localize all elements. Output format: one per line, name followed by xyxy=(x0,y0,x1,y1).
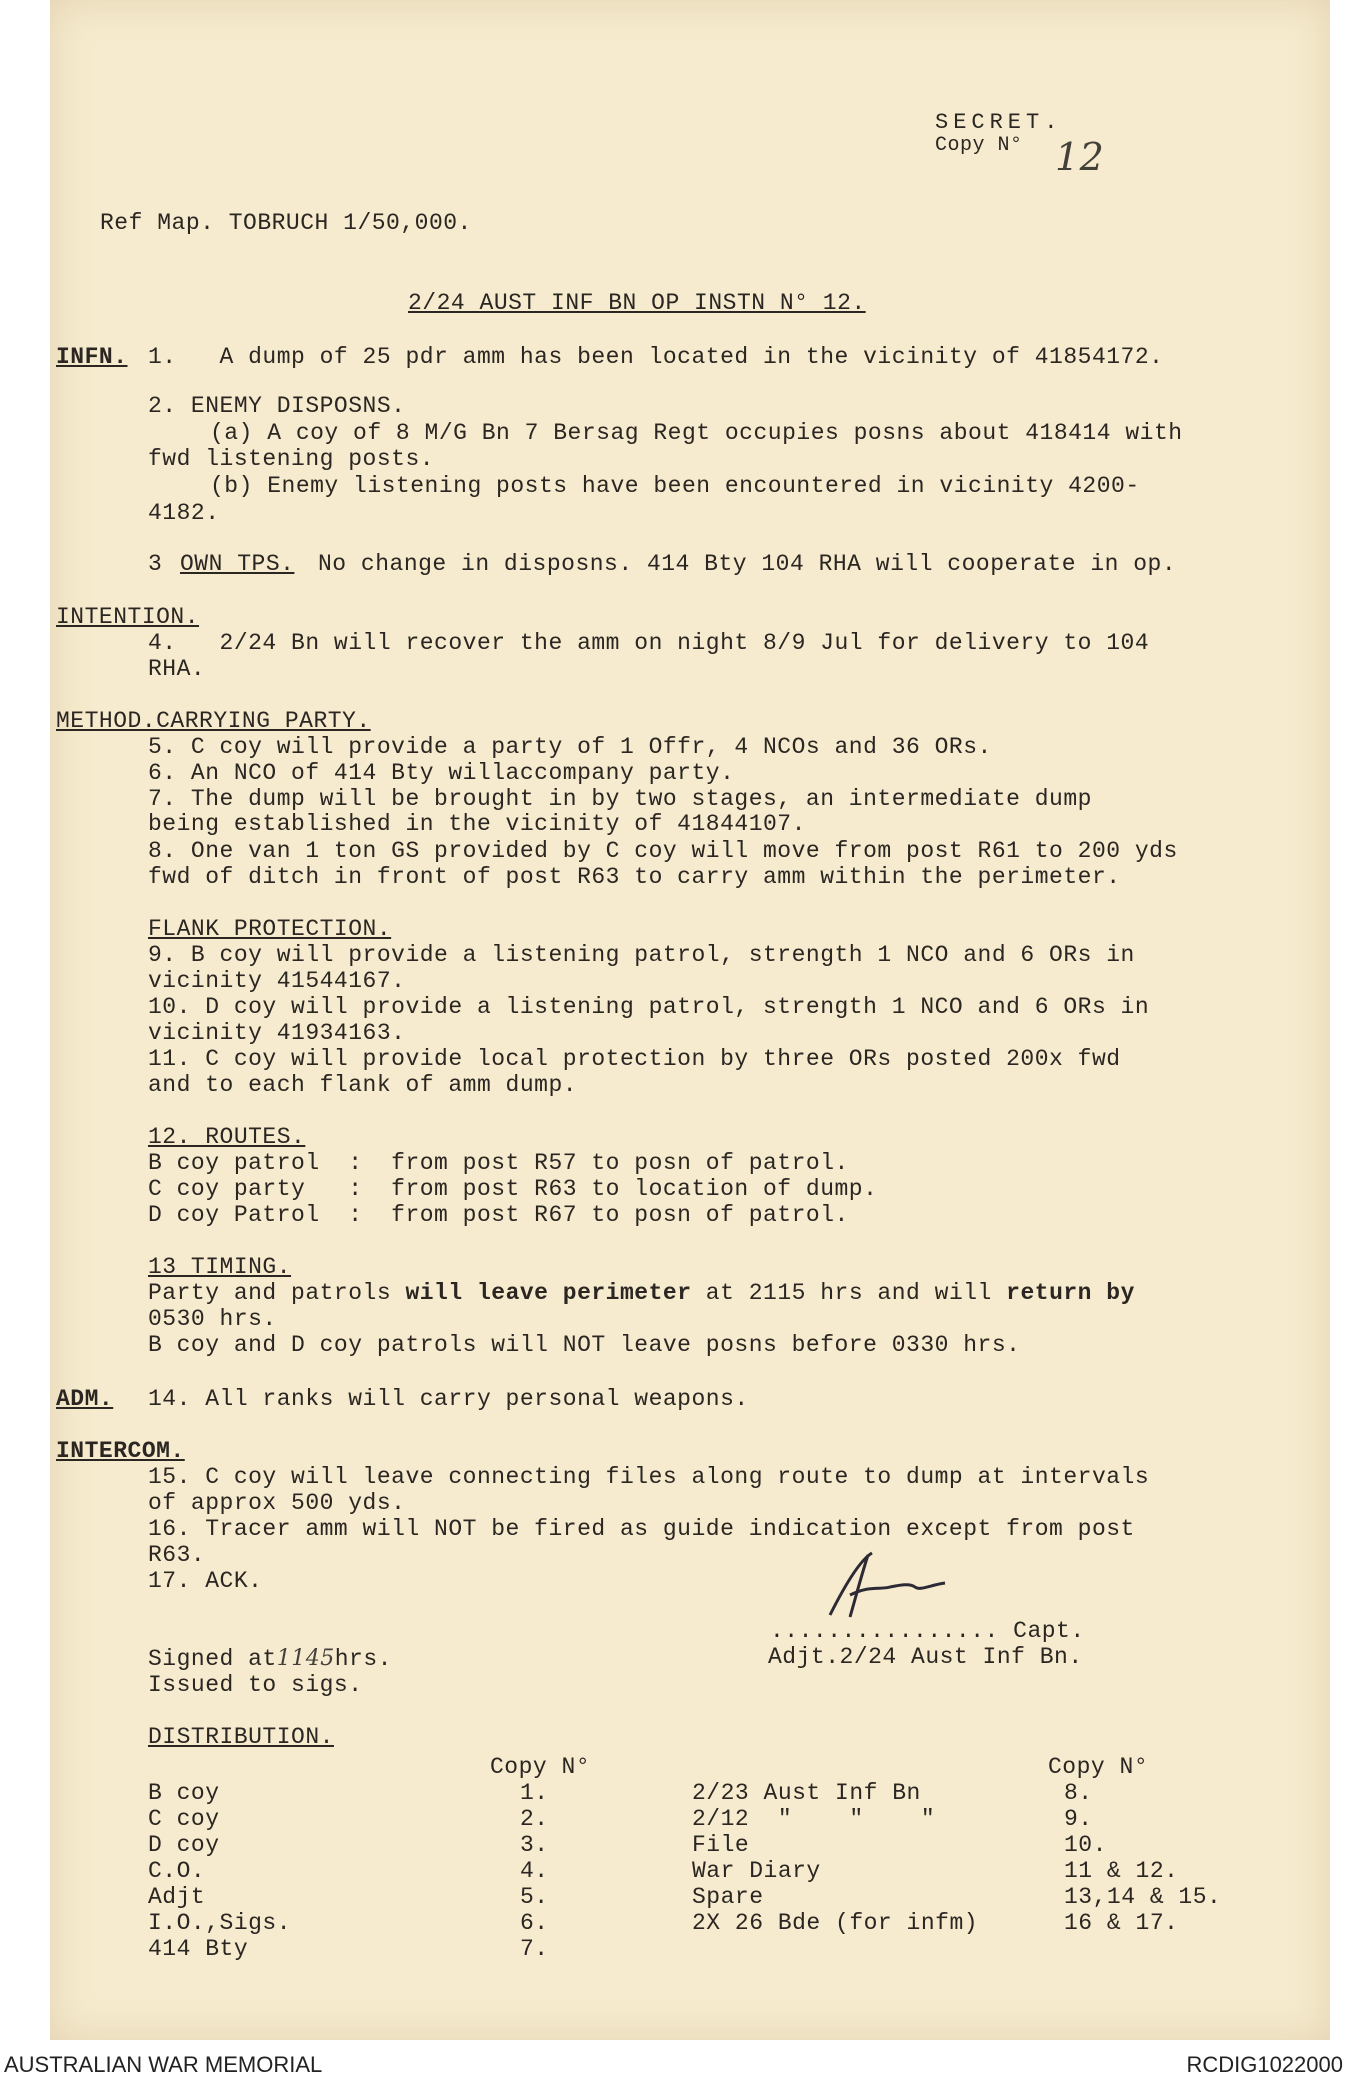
signed-time: 1145 xyxy=(276,1646,335,1671)
dist-right-name: War Diary xyxy=(692,1858,821,1884)
dist-right-copy: 10. xyxy=(1064,1832,1107,1858)
para-2-heading: 2. ENEMY DISPOSNS. xyxy=(148,393,406,419)
dist-right-copy: 8. xyxy=(1064,1780,1093,1806)
para-7-line1: 7. The dump will be brought in by two stages, an intermediate dump xyxy=(148,786,1092,812)
copy-header-right: Copy N° xyxy=(1048,1754,1149,1780)
dist-left-name: 414 Bty xyxy=(148,1936,249,1962)
page-title: 2/24 AUST INF BN OP INSTN N° 12. xyxy=(408,290,866,316)
para-2a-line2: fwd listening posts. xyxy=(148,446,435,472)
flank-protection-heading: FLANK PROTECTION. xyxy=(148,916,392,942)
para-3-number: 3 xyxy=(148,551,163,577)
para-4-line1: 4. 2/24 Bn will recover the amm on night 8/9 Jul for delivery to 104 xyxy=(148,630,1150,656)
dist-left-name: C coy xyxy=(148,1806,220,1832)
signed-hrs: hrs. xyxy=(334,1646,392,1672)
dist-left-name: I.O.,Sigs. xyxy=(148,1910,292,1936)
route-b-coy: B coy patrol : from post R57 to posn of patrol. xyxy=(148,1150,849,1176)
signature-scribble xyxy=(820,1545,960,1625)
para-3-heading: OWN TPS. xyxy=(180,551,295,577)
para-3-text: No change in disposns. 414 Bty 104 RHA will cooperate in op. xyxy=(318,551,1177,577)
timing-heading: 13 TIMING. xyxy=(148,1254,292,1280)
timing-line3: B coy and D coy patrols will NOT leave posns before 0330 hrs. xyxy=(148,1332,1021,1358)
para-15-line2: of approx 500 yds. xyxy=(148,1490,406,1516)
dist-right-name: 2/12 " " " xyxy=(692,1806,936,1832)
dist-left-name: D coy xyxy=(148,1832,220,1858)
para-15-line1: 15. C coy will leave connecting files along route to dump at intervals xyxy=(148,1464,1150,1490)
dist-left-name: Adjt xyxy=(148,1884,206,1910)
ref-map: Ref Map. TOBRUCH 1/50,000. xyxy=(100,210,472,236)
signature-capt: ................ Capt. xyxy=(770,1618,1085,1644)
dist-right-copy: 11 & 12. xyxy=(1064,1858,1179,1884)
dist-left-copy: 5. xyxy=(520,1884,549,1910)
para-14: 14. All ranks will carry personal weapons. xyxy=(148,1386,749,1412)
route-d-coy: D coy Patrol : from post R67 to posn of patrol. xyxy=(148,1202,849,1228)
dist-right-copy: 13,14 & 15. xyxy=(1064,1884,1222,1910)
dist-left-copy: 4. xyxy=(520,1858,549,1884)
dist-right-copy: 9. xyxy=(1064,1806,1093,1832)
timing-line1 xyxy=(148,1282,1135,1305)
dist-right-name: 2/23 Aust Inf Bn xyxy=(692,1780,921,1806)
para-6: 6. An NCO of 414 Bty willaccompany party. xyxy=(148,760,735,786)
dist-left-name: B coy xyxy=(148,1780,220,1806)
para-16-line2: R63. xyxy=(148,1542,206,1568)
side-heading-info: INFN. xyxy=(56,344,128,370)
para-10-line2: vicinity 41934163. xyxy=(148,1020,406,1046)
distribution-heading: DISTRIBUTION. xyxy=(148,1724,334,1750)
para-2b-line1: (b) Enemy listening posts have been encountered in vicinity 4200- xyxy=(210,473,1140,499)
signature-adjt: Adjt.2/24 Aust Inf Bn. xyxy=(768,1644,1083,1670)
side-heading-intercom: INTERCOM. xyxy=(56,1438,185,1464)
para-7-line2: being established in the vicinity of 41844107. xyxy=(148,811,806,837)
dist-left-copy: 2. xyxy=(520,1806,549,1832)
signed-line xyxy=(148,1648,392,1671)
dist-left-copy: 7. xyxy=(520,1936,549,1962)
copy-header-left: Copy N° xyxy=(490,1754,591,1780)
para-16-line1: 16. Tracer amm will NOT be fired as guide indication except from post xyxy=(148,1516,1135,1542)
dist-left-copy: 3. xyxy=(520,1832,549,1858)
side-heading-intention: INTENTION. xyxy=(56,604,200,630)
timing-line1-a: Party and patrols xyxy=(148,1280,406,1306)
dist-left-copy: 6. xyxy=(520,1910,549,1936)
para-1: 1. A dump of 25 pdr amm has been located in the vicinity of 41854172. xyxy=(148,344,1164,370)
dist-left-copy: 1. xyxy=(520,1780,549,1806)
timing-line1-c: at 2115 hrs and will xyxy=(691,1280,1007,1306)
route-c-coy: C coy party : from post R63 to location of dump. xyxy=(148,1176,878,1202)
secret-label: SECRET. xyxy=(935,110,1063,135)
issued-line: Issued to sigs. xyxy=(148,1672,363,1698)
side-heading-adm: ADM. xyxy=(56,1386,114,1412)
copy-label: Copy N° xyxy=(935,134,1023,157)
para-17: 17. ACK. xyxy=(148,1568,263,1594)
footer-source: AUSTRALIAN WAR MEMORIAL xyxy=(4,2052,323,2077)
para-2b-line2: 4182. xyxy=(148,500,220,526)
para-9-line1: 9. B coy will provide a listening patrol, strength 1 NCO and 6 ORs in xyxy=(148,942,1135,968)
para-5: 5. C coy will provide a party of 1 Offr, 4 NCOs and 36 ORs. xyxy=(148,734,992,760)
para-2a-line1: (a) A coy of 8 M/G Bn 7 Bersag Regt occupies posns about 418414 with xyxy=(210,420,1183,446)
footer-id: RCDIG1022000 xyxy=(1186,2052,1343,2077)
dist-right-name: File xyxy=(692,1832,750,1858)
signed-at: Signed at xyxy=(148,1646,277,1672)
dist-right-name: 2X 26 Bde (for infm) xyxy=(692,1910,979,1936)
para-9-line2: vicinity 41544167. xyxy=(148,968,406,994)
dist-right-name: Spare xyxy=(692,1884,764,1910)
para-11-line1: 11. C coy will provide local protection by three ORs posted 200x fwd xyxy=(148,1046,1121,1072)
copy-number-handwritten: 12 xyxy=(1055,135,1105,179)
para-8-line2: fwd of ditch in front of post R63 to carry amm within the perimeter. xyxy=(148,864,1121,890)
para-8-line1: 8. One van 1 ton GS provided by C coy will move from post R61 to 200 yds xyxy=(148,838,1178,864)
timing-line1-d: return by xyxy=(1006,1280,1135,1306)
routes-heading: 12. ROUTES. xyxy=(148,1124,306,1150)
timing-line2: 0530 hrs. xyxy=(148,1306,277,1332)
timing-line1-b: will leave perimeter xyxy=(405,1280,692,1306)
side-heading-method: METHOD.CARRYING PARTY. xyxy=(56,708,371,734)
dist-right-copy: 16 & 17. xyxy=(1064,1910,1179,1936)
para-10-line1: 10. D coy will provide a listening patrol, strength 1 NCO and 6 ORs in xyxy=(148,994,1150,1020)
dist-left-name: C.O. xyxy=(148,1858,206,1884)
para-11-line2: and to each flank of amm dump. xyxy=(148,1072,578,1098)
para-4-line2: RHA. xyxy=(148,656,206,682)
